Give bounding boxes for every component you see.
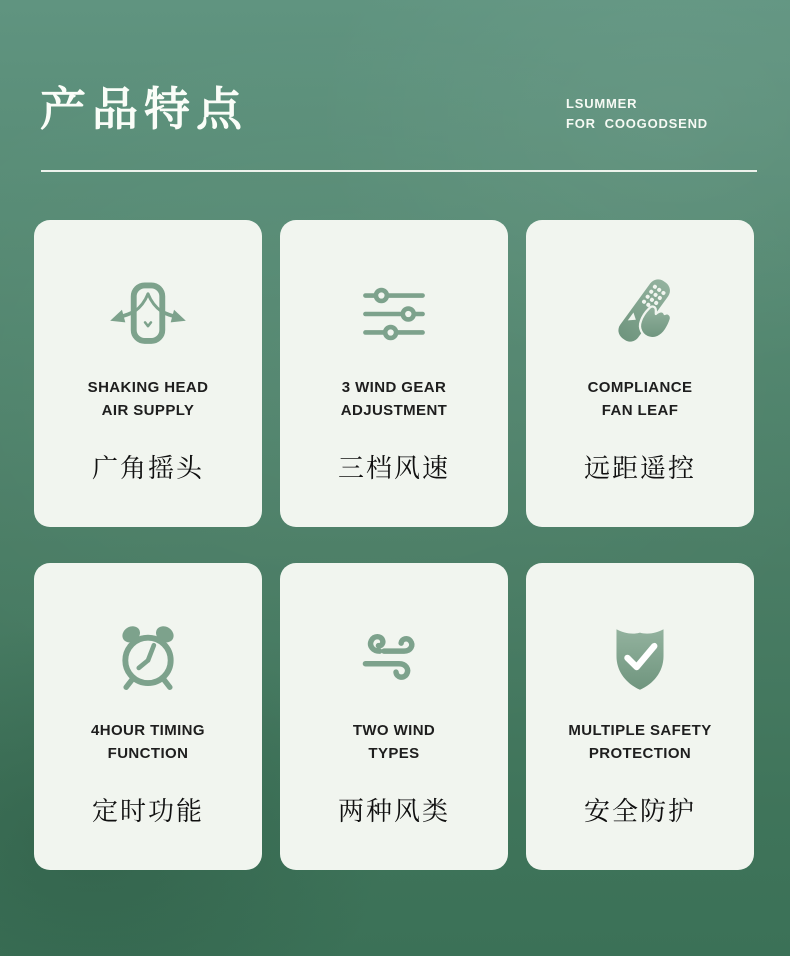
feature-card-oscillation (34, 220, 262, 527)
feature-card-wind-gear (280, 220, 508, 527)
feature-caption-en: 4HOUR TIMING FUNCTION (91, 722, 205, 762)
shield-check-icon (598, 615, 682, 699)
features-grid (34, 220, 754, 870)
feature-card-wind-types (280, 563, 508, 870)
remote-control-icon (596, 272, 684, 356)
wind-icon (352, 615, 436, 699)
feature-caption-en: 3 WIND GEAR ADJUSTMENT (340, 379, 448, 419)
brand-line-1: LSUMMER (565, 96, 638, 111)
feature-card-timing (34, 563, 262, 870)
feature-caption-en: TWO WIND TYPES (352, 722, 436, 762)
feature-caption-en: COMPLIANCE FAN LEAF (587, 379, 693, 419)
page-title: 产品特点 (40, 83, 248, 135)
oscillating-fan-icon (106, 272, 190, 356)
feature-label-zh: 广角摇头 (91, 453, 204, 483)
feature-label-zh: 远距遥控 (583, 453, 696, 483)
sliders-icon (352, 272, 436, 356)
header (40, 84, 756, 135)
alarm-clock-icon (106, 615, 190, 699)
divider-line (41, 170, 757, 172)
brand-block (566, 94, 708, 134)
feature-caption-en: SHAKING HEAD AIR SUPPLY (87, 379, 209, 419)
brand-line-2: FOR COOGODSEND (565, 116, 708, 131)
feature-label-zh: 两种风类 (337, 796, 450, 826)
feature-card-remote (526, 220, 754, 527)
feature-caption-en: MULTIPLE SAFETY PROTECTION (568, 722, 712, 762)
feature-label-zh: 三档风速 (337, 453, 450, 483)
feature-card-safety (526, 563, 754, 870)
feature-label-zh: 定时功能 (91, 796, 204, 826)
feature-label-zh: 安全防护 (583, 796, 696, 826)
